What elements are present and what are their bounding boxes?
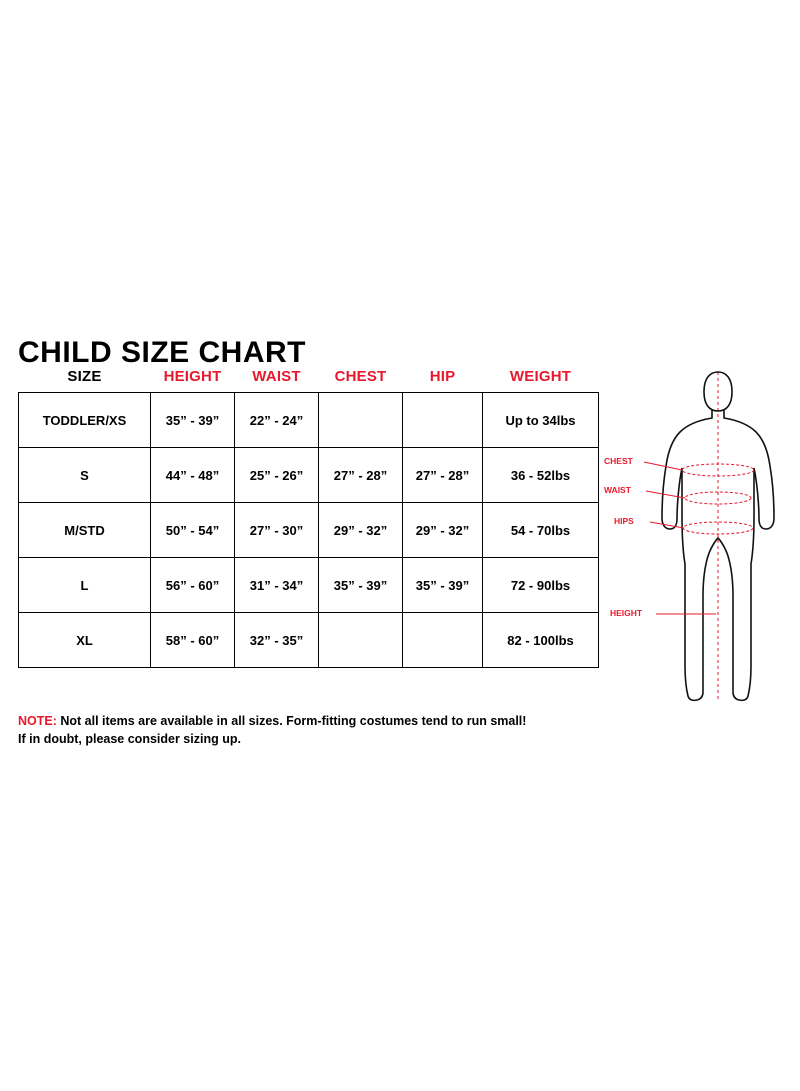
cell-weight: 36 - 52lbs — [483, 448, 599, 503]
label-height: HEIGHT — [610, 608, 643, 618]
page-title: CHILD SIZE CHART — [18, 336, 306, 370]
cell-chest — [319, 613, 403, 668]
table-header-row — [19, 368, 599, 393]
note-text — [18, 712, 602, 748]
cell-height: 58” - 60” — [151, 613, 235, 668]
cell-size: S — [19, 448, 151, 503]
cell-hip: 29” - 32” — [403, 503, 483, 558]
cell-waist: 31” - 34” — [235, 558, 319, 613]
cell-chest: 27” - 28” — [319, 448, 403, 503]
cell-size: M/STD — [19, 503, 151, 558]
size-chart — [0, 280, 800, 780]
table-row — [19, 393, 599, 448]
cell-weight: Up to 34lbs — [483, 393, 599, 448]
column-header-hip: HIP — [429, 368, 456, 385]
label-hips: HIPS — [614, 516, 634, 526]
waist-leader-line — [646, 491, 685, 498]
cell-waist: 27” - 30” — [235, 503, 319, 558]
column-header-weight: WEIGHT — [509, 368, 572, 385]
table-row — [19, 613, 599, 668]
cell-hip — [403, 613, 483, 668]
label-chest: CHEST — [604, 456, 633, 466]
hips-leader-line — [650, 522, 684, 528]
table-row — [19, 558, 599, 613]
cell-chest — [319, 393, 403, 448]
cell-waist: 32” - 35” — [235, 613, 319, 668]
note-line-1: Not all items are available in all sizes. Form-fitting costumes tend to run small! — [56, 714, 527, 728]
cell-height: 50” - 54” — [151, 503, 235, 558]
label-waist: WAIST — [604, 485, 631, 495]
cell-chest: 35” - 39” — [319, 558, 403, 613]
cell-weight: 82 - 100lbs — [483, 613, 599, 668]
body-diagram-svg — [600, 366, 796, 706]
cell-height: 35” - 39” — [151, 393, 235, 448]
column-header-chest: CHEST — [334, 368, 387, 385]
cell-waist: 22” - 24” — [235, 393, 319, 448]
chest-leader-line — [644, 462, 682, 470]
cell-height: 56” - 60” — [151, 558, 235, 613]
column-header-size: SIZE — [67, 368, 102, 385]
size-table — [18, 368, 599, 668]
column-header-height: HEIGHT — [163, 368, 222, 385]
cell-hip: 27” - 28” — [403, 448, 483, 503]
column-header-waist: WAIST — [252, 368, 301, 385]
size-table-container — [18, 368, 598, 668]
table-row — [19, 448, 599, 503]
cell-size: TODDLER/XS — [19, 393, 151, 448]
measurement-figure — [600, 366, 796, 706]
table-row — [19, 503, 599, 558]
cell-hip — [403, 393, 483, 448]
cell-waist: 25” - 26” — [235, 448, 319, 503]
cell-weight: 54 - 70lbs — [483, 503, 599, 558]
cell-weight: 72 - 90lbs — [483, 558, 599, 613]
cell-size: L — [19, 558, 151, 613]
cell-hip: 35” - 39” — [403, 558, 483, 613]
note-line-2: If in doubt, please consider sizing up. — [18, 732, 241, 747]
cell-height: 44” - 48” — [151, 448, 235, 503]
cell-size: XL — [19, 613, 151, 668]
cell-chest: 29” - 32” — [319, 503, 403, 558]
note-label: NOTE: — [18, 714, 57, 728]
